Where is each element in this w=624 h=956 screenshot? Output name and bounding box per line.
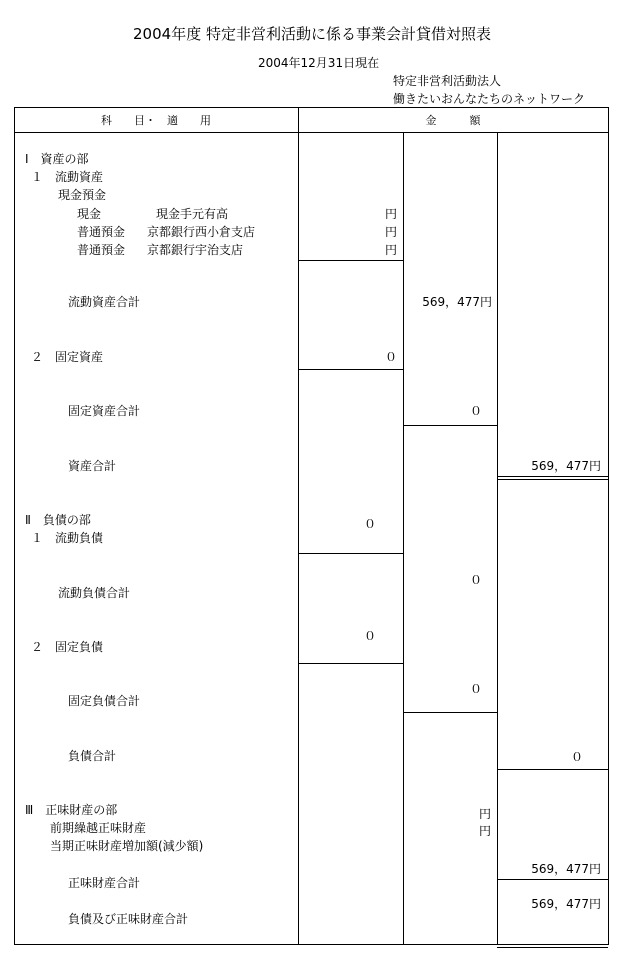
col1-separator [298,663,403,664]
fixed-liabilities-total-label: 固定負債合計 [68,694,141,708]
header-bottom-border [14,132,608,133]
report-date: 2004年12月31日現在 [258,56,380,70]
col1-separator [298,260,403,261]
asset-item-cash: 現金 [77,207,102,221]
cash-deposits-heading: 現金預金 [58,188,107,202]
current-liabilities-total: ０ [469,573,482,587]
net-assets-heading: Ⅲ 正味財産の部 [25,803,118,817]
org-type: 特定非営利活動法人 [393,74,502,88]
document-title: 2004年度 特定非営利活動に係る事業会計貸借対照表 [133,25,491,43]
fixed-liabilities-heading: ２ 固定負債 [31,640,104,654]
fixed-assets-total: ０ [469,404,482,418]
fixed-assets-value: ０ [384,350,397,364]
col3-separator [497,769,608,770]
col3-double-line-top [497,476,608,477]
org-name: 働きたいおんなたちのネットワーク [393,92,586,106]
fixed-assets-total-label: 固定資産合計 [68,404,141,418]
assets-heading: Ⅰ 資産の部 [25,152,89,166]
fixed-liabilities-value: ０ [363,629,376,643]
asset-item-deposit-2: 普通預金 [77,243,126,257]
liabilities-total-label: 負債合計 [68,749,117,763]
liabilities-total: ０ [570,750,583,764]
assets-total: 569，477円 [531,459,601,473]
table-top-border [14,107,608,108]
asset-amount-cash: 円 [384,207,397,221]
fixed-assets-heading: ２ 固定資産 [31,350,104,364]
table-right-border [608,107,609,945]
prev-net-assets-value: 円 [478,824,491,838]
assets-total-label: 資産合計 [68,459,117,473]
col2-separator [403,425,497,426]
asset-amount-deposit-2: 円 [384,243,397,257]
column-divider-amount-1 [403,132,404,944]
current-assets-total-label: 流動資産合計 [68,295,141,309]
col3-double-line-bottom [497,479,608,480]
asset-desc-deposit-2: 京都銀行宇治支店 [147,243,244,257]
asset-desc-cash: 現金手元有高 [156,207,229,221]
col2-separator [403,712,497,713]
current-assets-total: 569，477円 [422,295,492,309]
table-left-border [14,107,15,945]
fixed-liabilities-total: ０ [469,682,482,696]
liabilities-heading-value: ０ [363,517,376,531]
col1-separator [298,369,403,370]
net-assets-change-total: 569，477円 [531,862,601,876]
grand-total: 569，477円 [531,897,601,911]
current-liabilities-heading: １ 流動負債 [31,531,104,545]
grand-total-label: 負債及び正味財産合計 [68,912,189,926]
header-subject: 科 目・ 適 用 [101,114,211,127]
current-assets-heading: １ 流動資産 [31,170,104,184]
net-assets-total-label: 正味財産合計 [68,876,141,890]
prev-net-assets-label: 前期繰越正味財産 [50,821,147,835]
current-liabilities-total-label: 流動負債合計 [58,586,131,600]
grand-total-double-line [497,944,608,945]
net-assets-change-label: 当期正味財産増加額(減少額) [50,839,204,853]
header-amount: 金 額 [425,114,481,127]
col3-separator [497,879,608,880]
col1-separator [298,553,403,554]
column-divider-amount-2 [497,132,498,944]
asset-desc-deposit-1: 京都銀行西小倉支店 [147,225,256,239]
asset-item-deposit-1: 普通預金 [77,225,126,239]
asset-amount-deposit-1: 円 [384,225,397,239]
net-assets-heading-value: 円 [478,807,491,821]
liabilities-heading: Ⅱ 負債の部 [25,513,91,527]
grand-total-double-line [497,947,608,948]
